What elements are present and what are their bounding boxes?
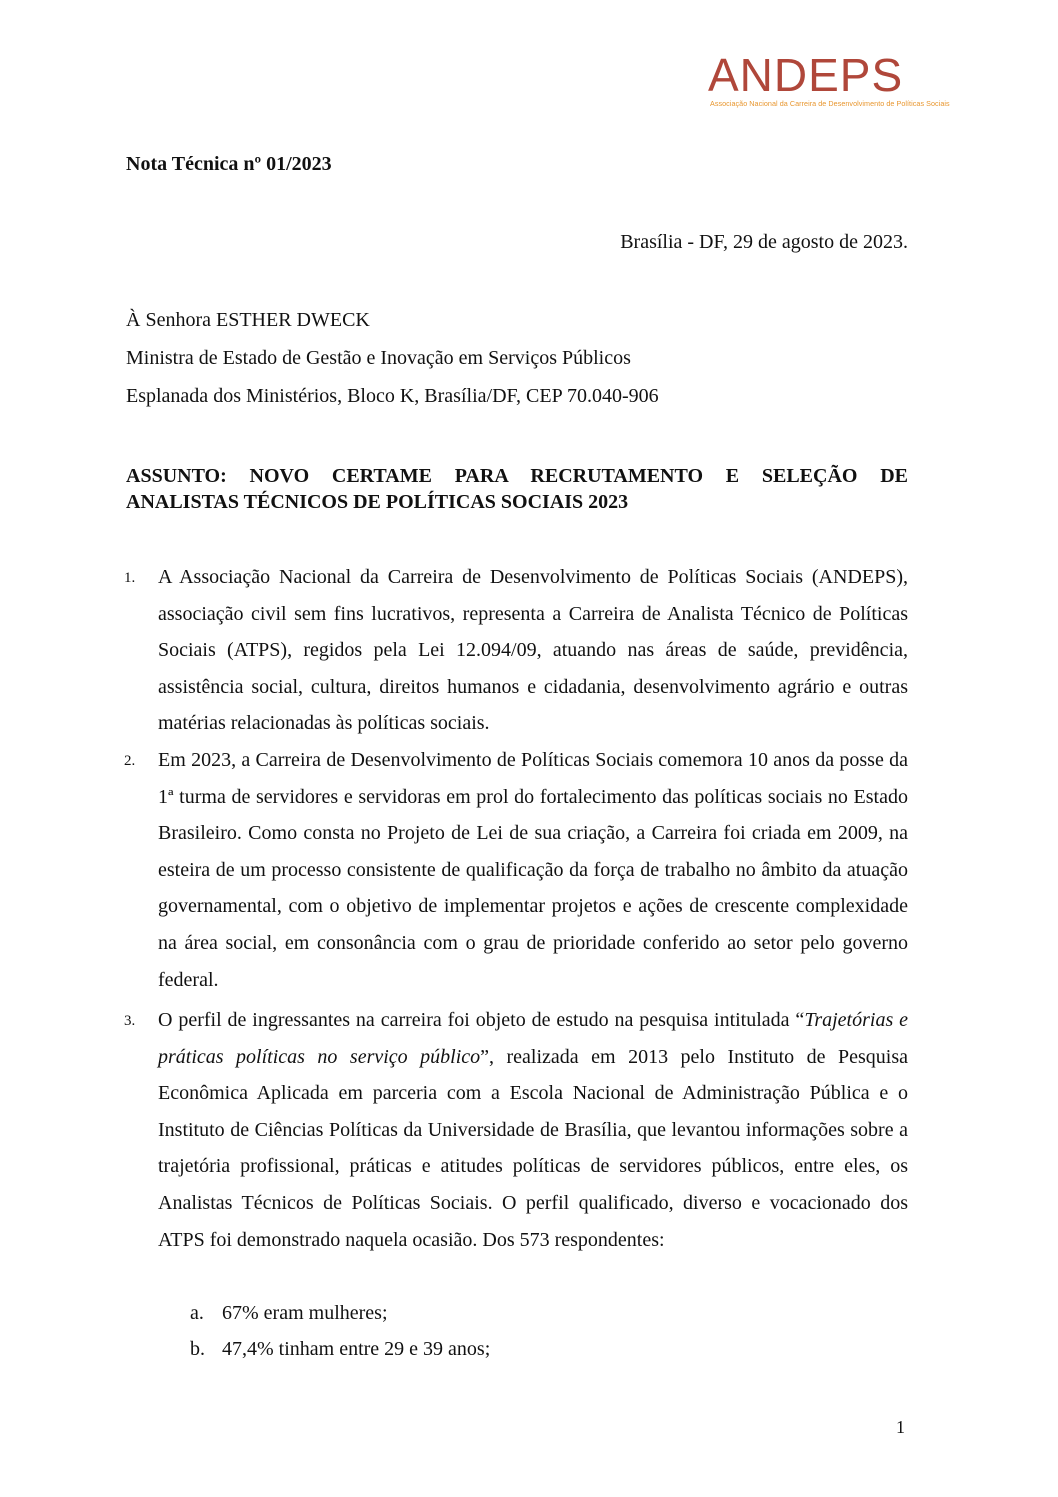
recipient-address: Esplanada dos Ministérios, Bloco K, Brasília/DF, CEP 70.040-906 [126, 385, 659, 407]
recipient-title: Ministra de Estado de Gestão e Inovação em Serviços Públicos [126, 347, 631, 369]
subject-title-line-2: ANALISTAS TÉCNICOS DE POLÍTICAS SOCIAIS 2023 [126, 491, 629, 513]
subject-title-line-1: NOVO CERTAME PARA RECRUTAMENTO E SELEÇÃO DE [249, 465, 908, 487]
subitem-marker: a. [190, 1302, 204, 1324]
subitem-text: 67% eram mulheres; [222, 1302, 388, 1324]
logo-subtitle: Associação Nacional da Carreira de Desenvolvimento de Políticas Sociais [710, 99, 950, 108]
research-title: Trajetórias e práticas políticas no serviço público [158, 1009, 908, 1068]
paragraph-3 [158, 1002, 908, 1258]
page-number: 1 [896, 1417, 905, 1437]
subject-label: ASSUNTO [126, 465, 221, 487]
recipient-name: À Senhora ESTHER DWECK [126, 309, 370, 331]
paragraph-number: 3. [124, 1013, 136, 1029]
paragraph-3-body: ”, realizada em 2013 pelo Instituto de Pesquisa Econômica Aplicada em parceria com a Escola Nacional de Administração Pública e o Instituto de Ciências Políticas da Universidade de Brasília, que levantou informações sobre a trajetória profissional, práticas e atitudes políticas de servidores públicos, entre eles, os Analistas Técnicos de Políticas Sociais. O perfil qualificado, diverso e vocacionado dos ATPS foi demonstrado naquela ocasião. Dos 573 respondentes: [158, 1045, 909, 1251]
logo-wordmark: ANDEPS [708, 49, 904, 101]
paragraph-2: Em 2023, a Carreira de Desenvolvimento de Políticas Sociais comemora 10 anos da posse da 1ª turma de servidores e servidoras em prol do fortalecimento das políticas sociais no Estado Brasileiro. Como consta no Projeto de Lei de sua criação, a Carreira foi criada em 2009, na esteira de um processo consistente de qualificação da força de trabalho no âmbito da atuação governamental, com o objetivo de implementar projetos e ações de crescente complexidade na área social, em consonância com o grau de prioridade conferido ao setor pelo governo federal. [158, 749, 908, 991]
subitem-marker: b. [190, 1338, 205, 1360]
subitem-text: 47,4% tinham entre 29 e 39 anos; [222, 1338, 491, 1360]
andeps-logo [708, 49, 950, 108]
subject-block [126, 463, 908, 515]
paragraph-number: 1. [124, 570, 136, 586]
document-date: Brasília - DF, 29 de agosto de 2023. [620, 231, 908, 253]
paragraph-3-intro: O perfil de ingressantes na carreira foi objeto de estudo na pesquisa intitulada “ [158, 1009, 805, 1031]
note-title: Nota Técnica nº 01/2023 [126, 153, 332, 175]
paragraph-1: A Associação Nacional da Carreira de Desenvolvimento de Políticas Sociais (ANDEPS), associação civil sem fins lucrativos, representa a Carreira de Analista Técnico de Políticas Sociais (ATPS), regidos pela Lei 12.094/09, atuando nas áreas de saúde, previdência, assistência social, cultura, direitos humanos e cidadania, desenvolvimento agrário e outras matérias relacionadas às políticas sociais. [158, 566, 908, 735]
paragraph-number: 2. [124, 753, 136, 769]
subject-line-1: ASSUNTO: NOVO CERTAME PARA RECRUTAMENTO E SELEÇÃO DE [126, 465, 908, 487]
